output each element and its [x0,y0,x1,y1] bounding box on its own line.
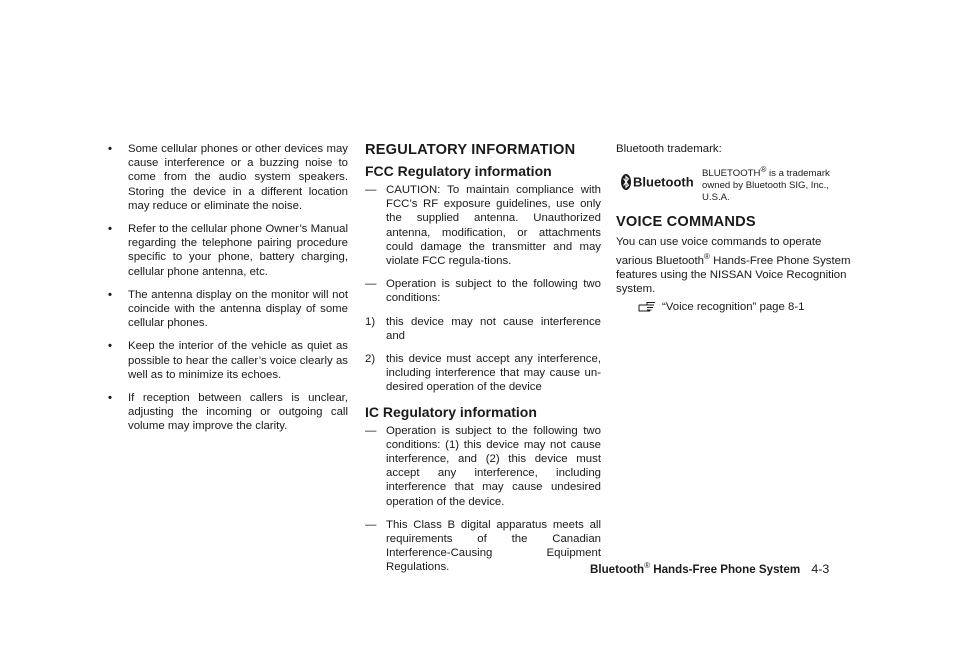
fcc-item: — Operation is subject to the following two conditions: [365,278,601,305]
cross-reference[interactable] [638,300,856,314]
voice-commands-heading: VOICE COMMANDS [616,214,756,231]
fcc-item: 2) this device must accept any interference, including interference that may cause un-desired operation of the device [365,353,601,394]
trademark-note: BLUETOOTH® is a trademark owned by Bluetooth SIG, Inc., U.S.A. [702,165,830,204]
list-item: • Refer to the cellular phone Owner’s Manual regarding the telephone pairing procedure specific to your phone, battery charging, cellular phone antenna, etc. [108,223,348,278]
reference-text: “Voice recognition” page 8-1 [662,301,805,313]
page-number: 4-3 [811,561,830,576]
bullet-mark: • [108,223,112,236]
bluetooth-logo-icon [620,170,694,194]
list-item: • Some cellular phones or other devices may cause interference or a buzzing noise to come from the audio system speakers. Storing the device in a different location may reduce or eliminate the noise. [108,143,348,212]
list-item: • If reception between callers is unclear, adjusting the incoming or outgoing call volume may improve the clarity. [108,392,348,433]
bullet-mark: • [108,340,112,353]
fcc-item: 1) this device may not cause interference and [365,315,601,342]
section-heading: REGULATORY INFORMATION [365,142,576,158]
ic-item: — Operation is subject to the following two conditions: (1) this device may not cause interference, and (2) this device must accept any interference, including interference that may cause undesired operation of the device. [365,424,601,508]
trademark-block [616,164,856,204]
bullet-mark: • [108,392,112,405]
column-left [108,142,348,443]
list-item: • Keep the interior of the vehicle as quiet as possible to hear the caller’s voice clearly as well as to minimize its echoes. [108,340,348,381]
column-right [616,142,856,314]
ic-heading: IC Regulatory information [365,403,537,420]
list-item: • The antenna display on the monitor will not coincide with the antenna display of some cellular phones. [108,288,348,330]
bullet-mark: • [108,288,112,301]
ic-item: — This Class B digital apparatus meets all requirements of the Canadian Interference-Causing Equipment Regulations. [365,518,601,574]
page-footer: Bluetooth® Hands-Free Phone System 4-3 [590,561,830,576]
trademark-intro: Bluetooth trademark: [616,143,722,155]
voice-commands-text: You can use voice commands to operate various Bluetooth® Hands-Free Phone System features using the NISSAN Voice Recognition system. [616,236,851,295]
fcc-heading: FCC Regulatory information [365,163,552,179]
column-middle [365,142,601,584]
fcc-item: — CAUTION: To maintain compliance with FCC’s RF exposure guidelines, use only the supplied antenna. Unauthorized antenna, modification, or attachments could damage the transmitter and may violate FCC regula-tions. [365,184,601,268]
bluetooth-logo-text: Bluetooth [633,174,694,190]
bullet-mark: • [108,143,112,155]
hand-pointer-icon [638,300,658,314]
